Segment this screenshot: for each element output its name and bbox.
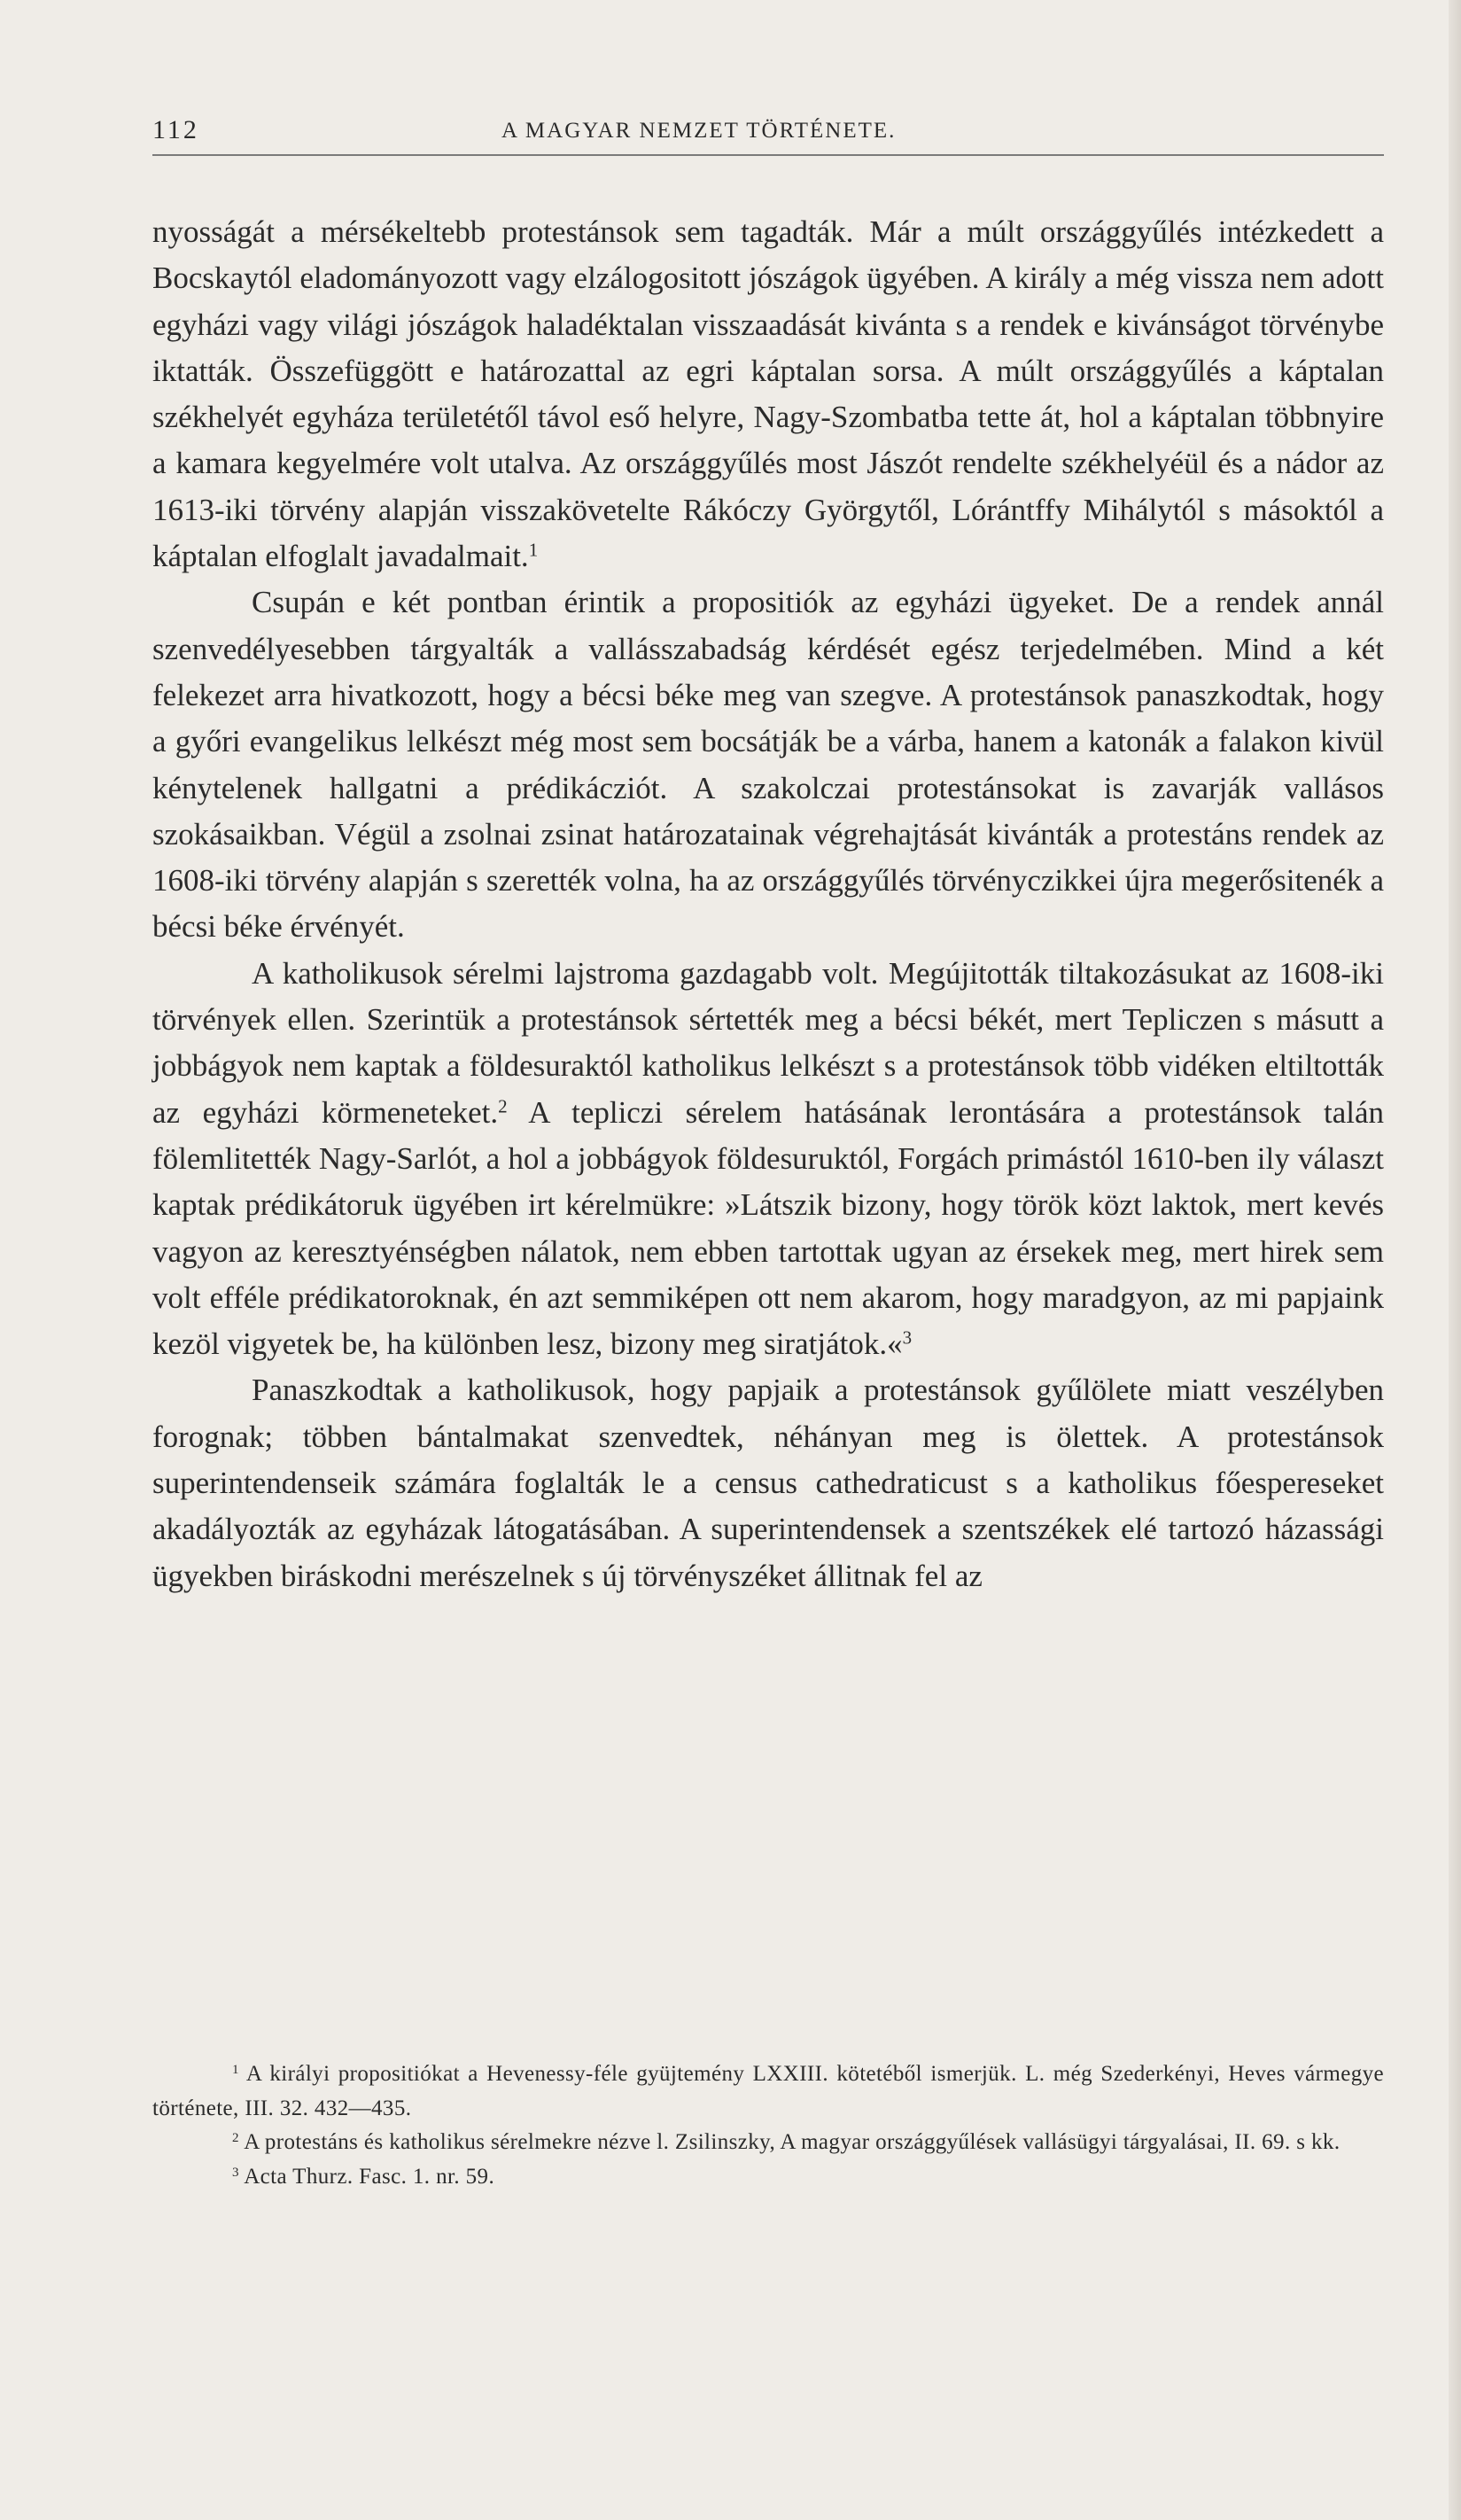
paragraph — [152, 209, 1384, 579]
page-number: 112 — [152, 115, 199, 144]
running-title: A MAGYAR NEMZET TÖRTÉNETE. — [501, 119, 897, 143]
page-header — [152, 112, 1384, 156]
footnote-ref: 2 — [498, 1095, 508, 1117]
paragraph-text-continued: A tepliczi sérelem hatásának lerontására a protestánsok talán fölemlitették Nagy-Sarlót, a hol a jobbágyok földesuruktól, Forgách primástól 1610-ben ily választ kaptak prédikátoruk ügyében irt kérelmükre: »Látszik bizony, hogy török közt laktok, mert kevés vagyon az keresztyénségben nálatok, nem ebben tartottak ugyan az érsekek meg, mert hirek sem volt efféle prédikatoroknak, én azt semmiképen ott nem akarom, hogy maradgyon, az mi papjaink kezöl vigyetek be, ha különben lesz, bizony meg siratjátok.« — [152, 1094, 1384, 1362]
footnote-mark: 2 — [232, 2130, 239, 2145]
footnote-mark: 1 — [232, 2062, 239, 2077]
paragraph-text: nyosságát a mérsékeltebb protestánsok sem tagadták. Már a múlt országgyűlés intézkedett a Bocskaytól eladományozott vagy elzálogositott jószágok ügyében. A király a még vissza nem adott egyházi vagy világi jószágok haladéktalan visszaadását kivánta s a rendek e kivánságot törvénybe iktatták. Összefüggött e határozattal az egri káptalan sorsa. A múlt országgyűlés a káptalan székhelyét egyháza területétől távol eső helyre, Nagy-Szombatba tette át, hol a káptalan többnyire a kamara kegyelmére volt utalva. Az országgyűlés most Jászót rendelte székhelyéül és a nádor az 1613-iki törvény alapján visszakövetelte Rákóczy Györgytől, Lórántffy Mihálytól s másoktól a káptalan elfoglalt javadalmait. — [152, 214, 1384, 574]
footnote — [152, 2160, 1384, 2195]
footnote-ref: 1 — [528, 539, 539, 561]
footnote — [152, 2057, 1384, 2126]
paragraph-text: A katholikusok sérelmi lajstroma gazdagabb volt. Megújitották tiltakozásukat az 1608-iki törvények ellen. Szerintük a protestánsok sértették meg a bécsi békét, mert Tepliczen s másutt a jobbágyok nem kaptak a földesuraktól katholikus lelkészt s a protestánsok több vidéken eltiltották az egyházi körmeneteket. — [152, 955, 1384, 1130]
page-edge-shadow — [1449, 0, 1461, 2520]
paragraph — [152, 579, 1384, 950]
paragraph — [152, 1367, 1384, 1598]
footnote-text: A királyi propositiókat a Hevenessy-féle gyüjtemény LXXIII. kötetéből ismerjük. L. még Szederkényi, Heves vármegye története, III. 32. 432—435. — [152, 2062, 1384, 2120]
paragraph — [152, 951, 1384, 1368]
paragraph-text: Csupán e két pontban érintik a propositiók az egyházi ügyeket. De a rendek annál szenvedélyesebben tárgyalták a vallásszabadság kérdését egész terjedelmében. Mind a két felekezet arra hivatkozott, hogy a bécsi béke meg van szegve. A protestánsok panaszkodtak, hogy a győri evangelikus lelkészt még most sem bocsátják be a várba, hanem a katonák a falakon kivül kénytelenek hallgatni a prédikácziót. A szakolczai protestánsokat is zavarják vallásos szokásaikban. Végül a zsolnai zsinat határozatainak végrehajtását kivánták a protestáns rendek az 1608-iki törvény alapján s szerették volna, ha az országgyűlés törvényczikkei újra megerősitenék a bécsi béke érvényét. — [152, 585, 1384, 945]
footnote-ref: 3 — [902, 1326, 913, 1349]
main-text — [152, 209, 1384, 1599]
footnote-text: Acta Thurz. Fasc. 1. nr. 59. — [244, 2164, 495, 2189]
paragraph-text: Panaszkodtak a katholikusok, hogy papjaik a protestánsok gyűlölete miatt veszélyben forognak; többen bántalmakat szenvedtek, néhányan meg is ölettek. A protestánsok superintendenseik számára foglalták le a census cathedraticust s a katholikus főespereseket akadályozták az egyházak látogatásában. A superintendensek a szentszékek elé tartozó házassági ügyekben biráskodni merészelnek s új törvényszéket állitnak fel az — [152, 1373, 1384, 1593]
footnote-mark: 3 — [232, 2165, 239, 2180]
footnotes — [152, 2057, 1384, 2194]
footnote — [152, 2126, 1384, 2160]
footnote-text: A protestáns és katholikus sérelmekre nézve l. Zsilinszky, A magyar országgyűlések vallásügyi tárgyalásai, II. 69. s kk. — [244, 2130, 1341, 2154]
